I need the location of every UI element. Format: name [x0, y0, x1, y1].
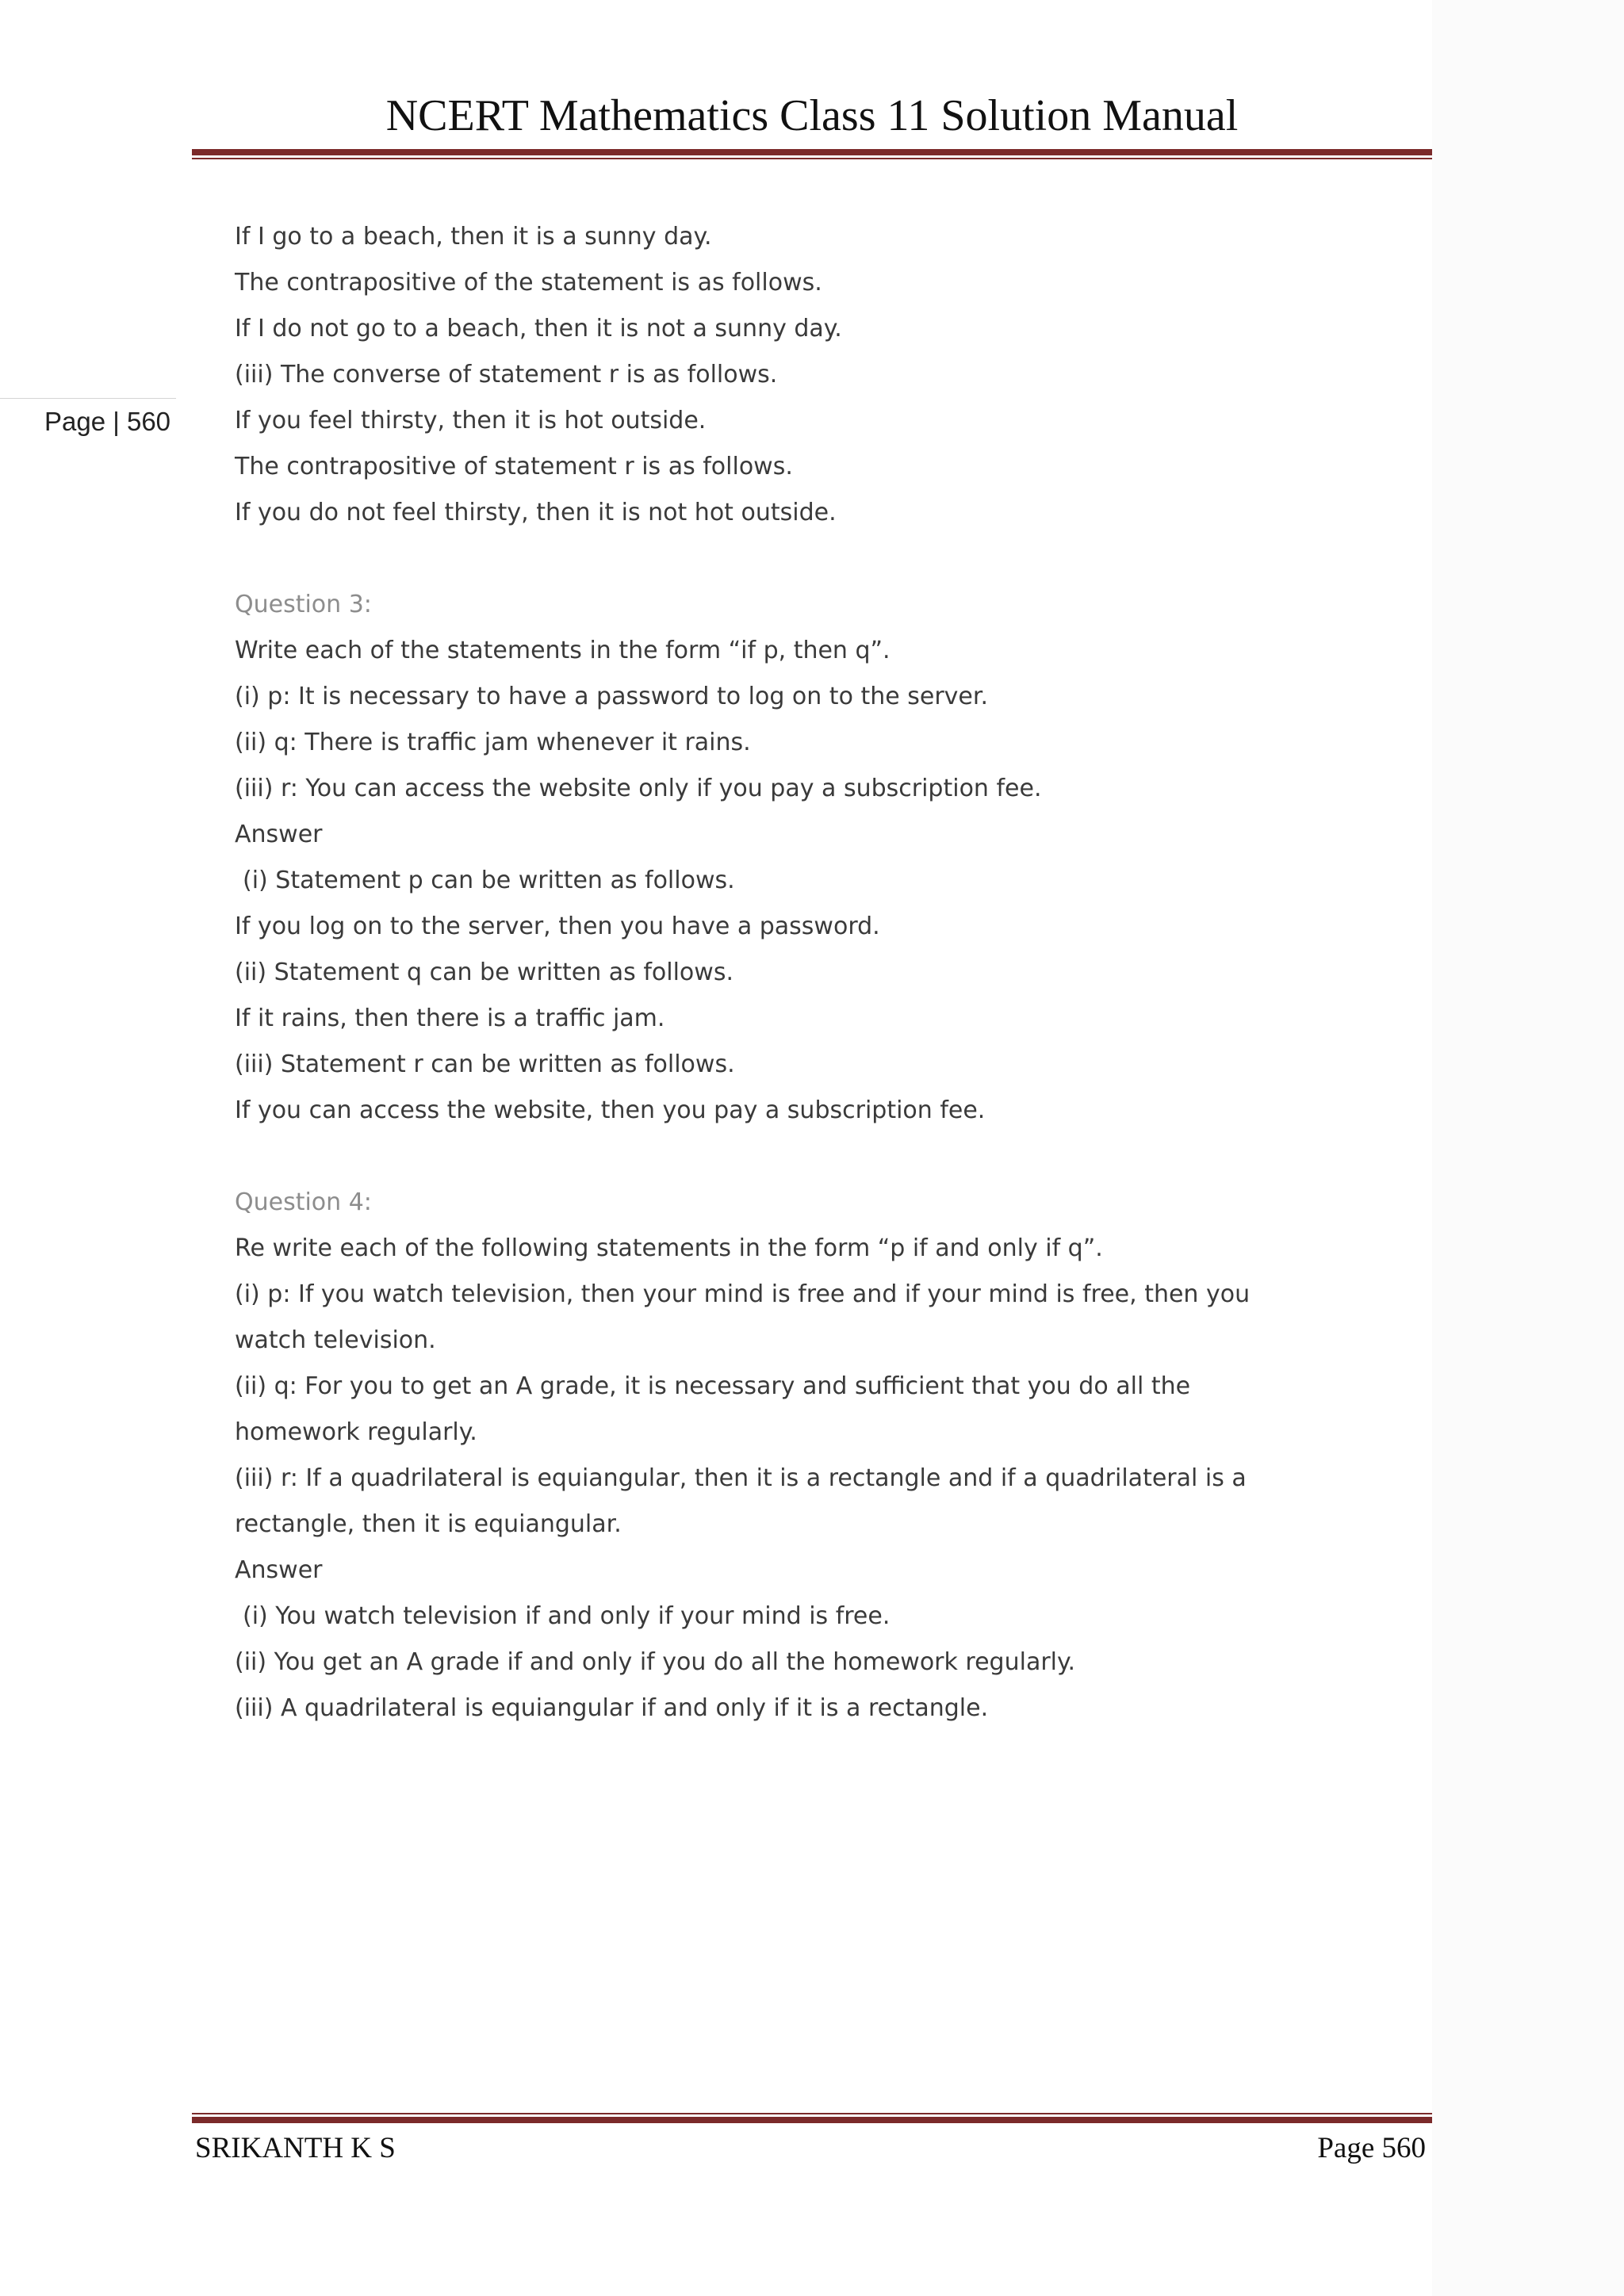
- footer-rule-thick: [192, 2117, 1432, 2123]
- margin-page-number: Page | 560: [44, 407, 171, 436]
- section-gap: [235, 536, 1361, 582]
- q4-line: (ii) q: For you to get an A grade, it is necessary and sufficient that you do all the: [235, 1372, 1191, 1400]
- q4-line: watch television.: [235, 1326, 436, 1354]
- question-4-heading: Question 4:: [235, 1188, 372, 1216]
- body-line: The contrapositive of the statement is as follows.: [235, 269, 822, 297]
- section-gap: [235, 1134, 1361, 1180]
- q3-line: (i) Statement p can be written as follows.: [243, 867, 735, 894]
- q3-line: (i) p: It is necessary to have a password to log on to the server.: [235, 683, 988, 710]
- q3-line: (iii) r: You can access the website only if you pay a subscription fee.: [235, 775, 1042, 802]
- q4-line: rectangle, then it is equiangular.: [235, 1510, 622, 1538]
- solution-content: [235, 214, 1361, 1732]
- q3-line: (ii) Statement q can be written as follows.: [235, 959, 733, 986]
- footer-author: SRIKANTH K S: [195, 2132, 396, 2164]
- header-rule-thin: [192, 158, 1432, 159]
- body-line: If I go to a beach, then it is a sunny day.: [235, 223, 712, 251]
- body-line: If you do not feel thirsty, then it is not hot outside.: [235, 499, 837, 526]
- q4-line: (i) You watch television if and only if your mind is free.: [243, 1602, 891, 1630]
- q4-line: homework regularly.: [235, 1418, 477, 1446]
- margin-divider: [0, 398, 176, 399]
- q4-line: (iii) A quadrilateral is equiangular if and only if it is a rectangle.: [235, 1694, 989, 1722]
- footer-rule-thin: [192, 2113, 1432, 2114]
- q4-line: (iii) r: If a quadrilateral is equiangular, then it is a rectangle and if a quadrilateral is a: [235, 1464, 1247, 1492]
- body-line: (iii) The converse of statement r is as follows.: [235, 361, 778, 388]
- q4-line: (ii) You get an A grade if and only if you do all the homework regularly.: [235, 1648, 1076, 1676]
- page-edge-shade: [1432, 0, 1624, 2296]
- q3-line: If you can access the website, then you pay a subscription fee.: [235, 1096, 986, 1124]
- footer-page-number: Page 560: [1317, 2132, 1426, 2164]
- q3-line: If you log on to the server, then you have a password.: [235, 913, 880, 940]
- q3-answer-label: Answer: [235, 821, 323, 848]
- q3-line: If it rains, then there is a traffic jam.: [235, 1004, 665, 1032]
- header-rule-thick: [192, 149, 1432, 155]
- q4-line: Re write each of the following statements in the form “p if and only if q”.: [235, 1234, 1103, 1262]
- question-3-heading: Question 3:: [235, 591, 372, 618]
- q3-line: (iii) Statement r can be written as follows.: [235, 1050, 735, 1078]
- body-line: The contrapositive of statement r is as follows.: [235, 453, 793, 480]
- page-header-title: NCERT Mathematics Class 11 Solution Manual: [385, 91, 1239, 140]
- body-line: If you feel thirsty, then it is hot outside.: [235, 407, 707, 434]
- body-line: If I do not go to a beach, then it is not a sunny day.: [235, 315, 842, 342]
- q4-line: (i) p: If you watch television, then your mind is free and if your mind is free, then you: [235, 1280, 1251, 1308]
- q3-line: (ii) q: There is traffic jam whenever it rains.: [235, 729, 751, 756]
- q3-line: Write each of the statements in the form “if p, then q”.: [235, 637, 891, 664]
- q4-answer-label: Answer: [235, 1556, 323, 1584]
